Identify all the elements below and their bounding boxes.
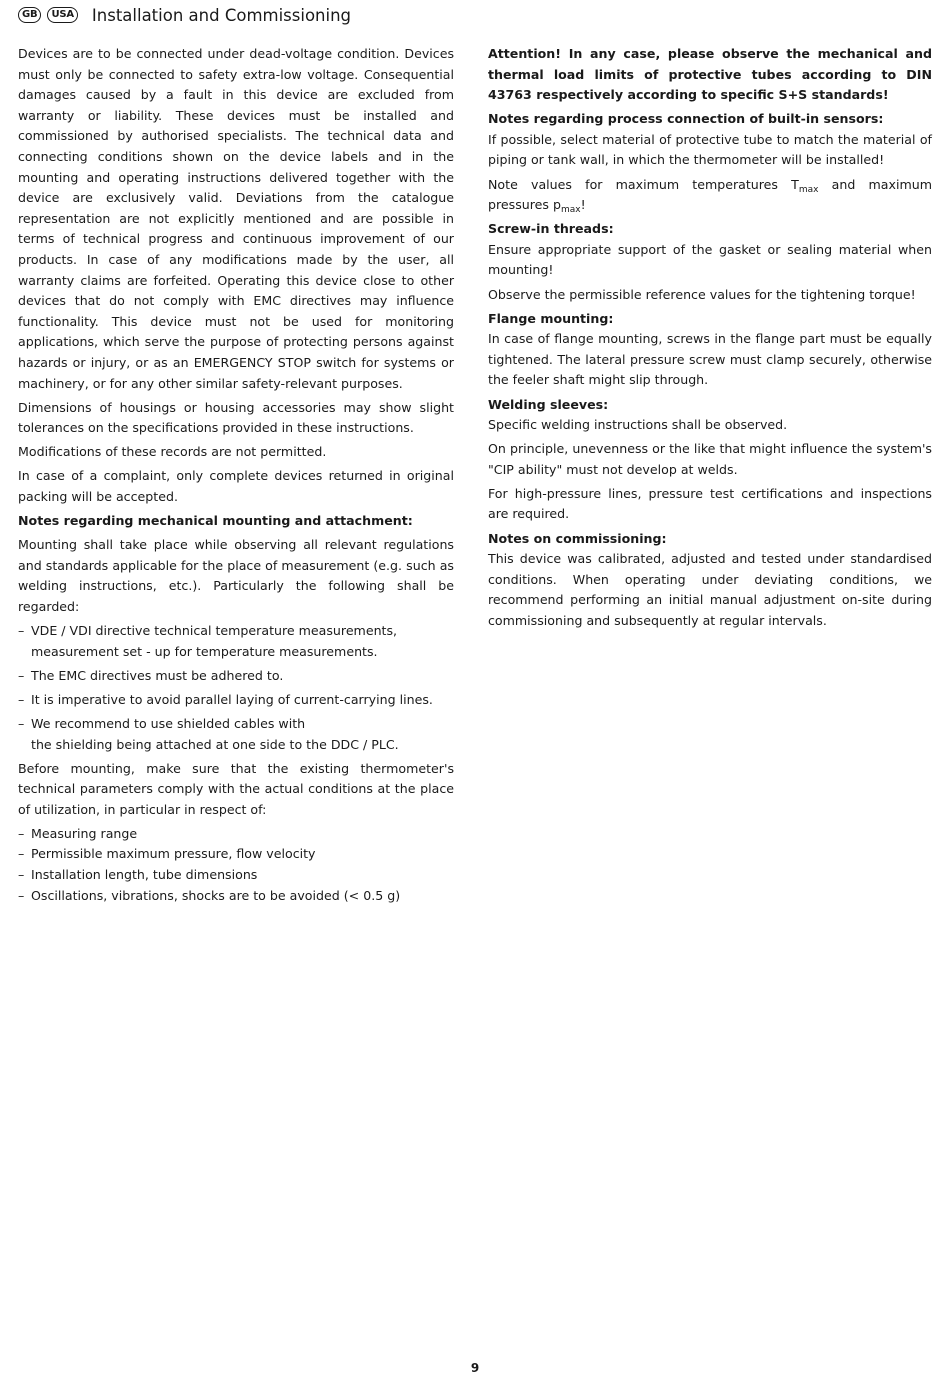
pressure-test-paragraph: For high-pressure lines, pressure test certifications and inspections are required. — [488, 485, 932, 522]
list-item — [18, 690, 454, 711]
list-item: – Permissible maximum pressure, flow velocity — [18, 844, 454, 865]
left-column — [18, 44, 454, 910]
note-values-text: and maximum pressures p — [488, 176, 932, 213]
welding-heading: Welding sleeves: — [488, 396, 609, 412]
page-title: Installation and Commissioning — [91, 5, 352, 25]
commissioning-paragraph: This device was calibrated, adjusted and tested under standardised conditions. When operating under deviating conditions, we recommend performing an initial manual adjustment on-site during commissioning and subsequently at regular intervals. — [488, 551, 932, 628]
page-number: 9 — [470, 1361, 480, 1375]
flange-paragraph: In case of flange mounting, screws in the flange part must be equally tightened. The lateral pressure screw must clamp securely, otherwise the feeler shaft might slip through. — [488, 331, 932, 388]
flange-heading: Flange mounting: — [488, 310, 614, 326]
parameter-list — [18, 824, 454, 906]
attention-paragraph: Attention! In any case, please observe the mechanical and thermal load limits of protective tubes according to DIN 43763 respectively according to specific S+S standards! — [488, 46, 932, 103]
list-item-line: We recommend to use shielded cables with — [31, 715, 306, 731]
screw-in-heading: Screw-in threads: — [488, 221, 614, 237]
list-item-line: It is imperative to avoid parallel laying of current-carrying lines. — [31, 691, 433, 707]
list-item-line: measurement set - up for temperature measurements. — [31, 643, 378, 659]
list-item — [18, 621, 454, 662]
list-item — [18, 666, 454, 687]
process-connection-paragraph: If possible, select material of protective tube to match the material of piping or tank wall, in which the thermometer will be installed! — [488, 131, 932, 168]
welding-paragraph: Specific welding instructions shall be observed. — [488, 417, 788, 433]
note-values-text: ! — [580, 197, 586, 213]
gb-badge: GB — [18, 7, 41, 23]
list-item: – Oscillations, vibrations, shocks are to be avoided (< 0.5 g) — [18, 886, 454, 907]
regard-list — [18, 621, 454, 755]
note-values-text: Note values for maximum temperatures T — [488, 176, 799, 192]
mounting-paragraph: Mounting shall take place while observing all relevant regulations and standards applicable for the place of measurement (e.g. such as welding instructions, etc.). Particularly the following shall be regarded: — [18, 537, 454, 614]
safety-paragraph: Devices are to be connected under dead-voltage condition. Devices must only be connected to safety extra-low voltage. Consequential damages caused by a fault in this device are excluded from warranty or liability. These devices must be installed and commissioned by authorised specialists. The technical data and connecting conditions shown on the device labels and in the mounting and operating instructions delivered together with the device are exclusively valid. Deviations from the catalogue representation are not explicitly mentioned and are possible in terms of technical progress and continuous improvement of our products. In case of any modifications made by the user, all warranty claims are forfeited. Operating this device close to other devices that do not comply with EMC directives may influence functionality. This device must not be used for monitoring applications, which serve the purpose of protecting persons against hazards or injury, or as an EMERGENCY STOP switch for systems or machinery, or for any other similar safety-relevant purposes. — [18, 46, 454, 391]
before-mounting-paragraph: Before mounting, make sure that the existing thermometer's technical parameters comply with the actual conditions at the place of utilization, in particular in respect of: — [18, 760, 454, 817]
commissioning-heading: Notes on commissioning: — [488, 530, 667, 546]
right-column — [488, 44, 932, 635]
usa-badge: USA — [47, 7, 77, 23]
tolerances-paragraph: Dimensions of housings or housing accessories may show slight tolerances on the specifications provided in these instructions. — [18, 399, 454, 436]
list-item: – Measuring range — [18, 824, 454, 845]
list-item — [18, 714, 454, 755]
subscript-max: max — [798, 184, 819, 195]
cip-paragraph: On principle, unevenness or the like that might influence the system's "CIP ability" must not develop at welds. — [488, 441, 932, 477]
list-item-line: VDE / VDI directive technical temperature measurements, — [31, 623, 398, 639]
note-values-paragraph — [488, 175, 932, 216]
complaint-paragraph: In case of a complaint, only complete devices returned in original packing will be accepted. — [18, 468, 454, 504]
list-item: – Installation length, tube dimensions — [18, 865, 454, 886]
torque-paragraph: Observe the permissible reference values for the tightening torque! — [488, 286, 916, 302]
subscript-max: max — [560, 205, 581, 216]
mounting-heading: Notes regarding mechanical mounting and attachment: — [18, 513, 413, 529]
process-connection-heading: Notes regarding process connection of built-in sensors: — [488, 111, 884, 127]
list-item-line: the shielding being attached at one side to the DDC / PLC. — [31, 736, 399, 752]
screw-in-paragraph: Ensure appropriate support of the gasket or sealing material when mounting! — [488, 241, 932, 278]
modifications-paragraph: Modifications of these records are not permitted. — [18, 444, 327, 460]
page-header — [18, 4, 351, 26]
list-item-line: The EMC directives must be adhered to. — [31, 667, 284, 683]
